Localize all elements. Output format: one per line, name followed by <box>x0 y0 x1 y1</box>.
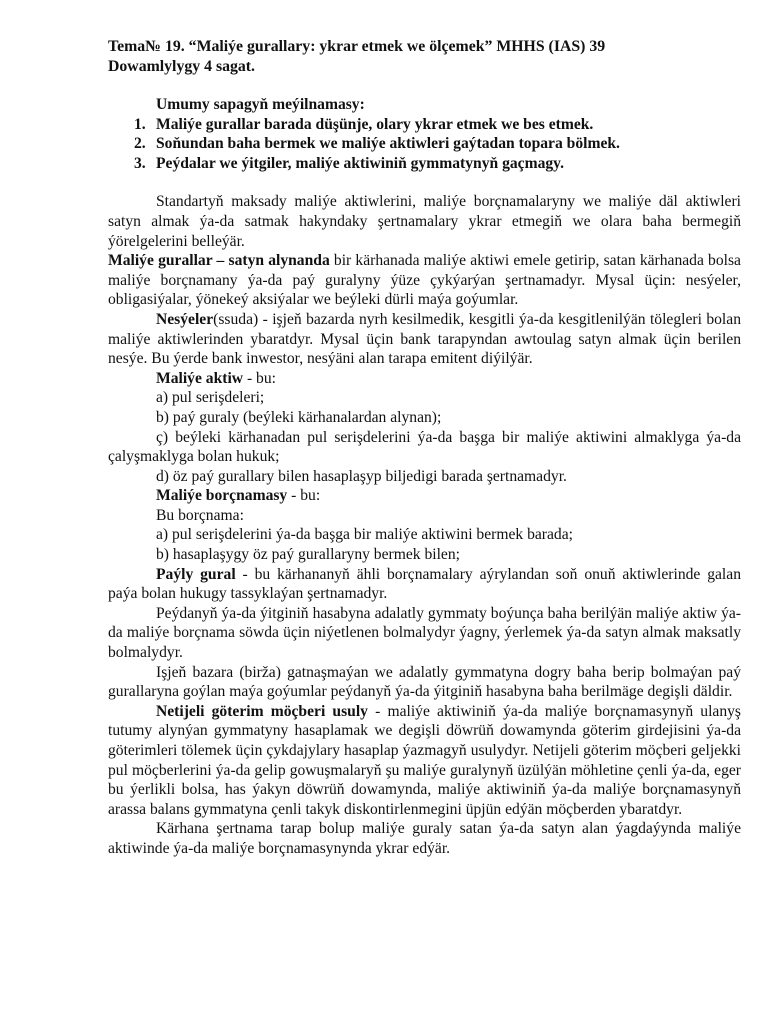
asset-item: b) paý guraly (beýleki kärhanalardan alynan); <box>156 408 442 426</box>
list-item <box>134 115 741 135</box>
paragraph-profit-loss: Peýdanyň ýa-da ýitginiň hasabyna adalatly gymmaty boýunça baha berilýän maliýe aktiw ýa-da maliýe borçnama söwda üçin niýetlenen bolmalydyr ýagny, ýerlemek ýa-da satyn almak maksatly bolmalydyr. <box>108 604 741 662</box>
definition-text: bir kärhanada maliýe aktiwi emele getirip, satan kärhanada bolsa maliýe borçnamany ýa-da paý guralyny ýüze çykýarýan şertnamadyr. Mysal üçin: nesýeler, obligasiýalar, ýönekeý aksiýalar we beýleki dürli maýa goýumlar. <box>108 252 741 309</box>
liability-item: a) pul serişdelerini ýa-da başga bir maliýe aktiwini bermek barada; <box>156 526 573 544</box>
document-content <box>108 37 741 859</box>
list-item-text: Maliýe gurallar barada düşünje, olary ykrar etmek we bes etmek. <box>156 115 594 133</box>
definition-term: Maliýe gurallar – satyn alynanda <box>108 252 330 270</box>
definition-suffix: - bu: <box>243 369 276 387</box>
lesson-plan <box>108 95 741 173</box>
liability-item: b) hasaplaşygy öz paý gurallaryny bermek bilen; <box>156 546 460 564</box>
asset-item: ç) beýleki kärhanadan pul serişdelerini ýa-da başga bir maliýe aktiwini almaklyga ýa-da çalyşmaklyga bolan hukuk; <box>108 428 741 466</box>
definition-suffix: - bu: <box>287 487 321 505</box>
definition-text: (ssuda) - işjeň bazarda nyrh kesilmedik, kesgitli ýa-da kesgitlenilýän tölegleri bolan maliýe aktiwlerinden ybaratdyr. Mysal üçin bank tarapyndan awtoulag satyn almak üçin berilen nesýe. Bu ýerde bank inwestor, nesýäni alan tarapa emitent diýilýär. <box>108 310 741 368</box>
lesson-plan-heading: Umumy sapagyň meýilnamasy: <box>156 96 365 113</box>
liability-intro: Bu borçnama: <box>156 506 244 524</box>
definition-loans <box>108 310 741 369</box>
asset-item: d) öz paý gurallary bilen hasaplaşyp biljedigi barada şertnamadyr. <box>156 467 567 485</box>
definition-financial-asset <box>108 369 741 389</box>
topic-title: Tema№ 19. “Maliýe gurallary: ykrar etmek we ölçemek” MHHS (IAS) 39 <box>108 38 606 55</box>
definition-term: Maliýe aktiw <box>156 369 244 387</box>
definition-term: Paýly gural <box>156 565 236 583</box>
list-item <box>134 154 741 174</box>
list-item <box>134 134 741 154</box>
list-item-number: 2. <box>134 135 146 153</box>
definition-text: - bu kärhananyň ähli borçnamalary aýrylandan soň onuň aktiwlerinde galan paýa bolan hukugy tassyklaýan şertnamadyr. <box>108 565 741 603</box>
paragraph-active-market: Işjeň bazara (birža) gatnaşmaýan we adalatly gymmatyna dogry baha berip bolmaýan paý gurallaryna goýlan maýa goýumlar peýdanyň ýa-da ýitginiň hasabyna baha berilmäge degişli däldir. <box>108 663 741 701</box>
list-item-number: 3. <box>134 154 146 172</box>
topic-header <box>108 37 741 77</box>
intro-paragraph: Standartyň maksady maliýe aktiwlerini, maliýe borçnamalaryny we maliýe däl aktiwleri satyn almak ýa-da satmak hakyndaky şertnamalary ykrar etmegiň we olara baha bermegiň ýörelgelerini belleýär. <box>108 193 741 250</box>
definition-effective-interest <box>108 702 741 820</box>
definition-financial-instruments <box>108 251 741 310</box>
list-item-text: Peýdalar we ýitgiler, maliýe aktiwiniň gymmatynyň gaçmagy. <box>156 154 565 172</box>
definition-term: Nesýeler <box>156 310 214 328</box>
definition-text: - maliýe aktiwiniň ýa-da maliýe borçnamasynyň ulanyş tutumy alynýan gymmatyny hasaplamak we degişli döwrüň dowamynda göterim girdejisini ýa-da göterimleri tölemek üçin çykdajylary hasaplap ýazmagyň usulydyr. Netijeli göterim möçberi geljekki pul möçberlerini ýa-da gelip gowuşmalaryň şu maliýe guralynyň üzülýän möhletine çenli ýa-da, eger bu ýerlikli bolsa, has ýakyn döwrüň dowamynda, maliýe aktiwiniň ýa-da maliýe borçnamasynyň arassa balans gymmatyna çenli takyk diskontirlenmegini üpjün edýän möçberden ybaratdyr. <box>108 702 742 818</box>
topic-duration: Dowamlylygy 4 sagat. <box>108 58 255 75</box>
asset-item: a) pul serişdeleri; <box>156 389 265 407</box>
definition-financial-liability <box>108 486 741 506</box>
list-item-number: 1. <box>134 115 146 133</box>
definition-term: Maliýe borçnamasy <box>156 487 288 505</box>
paragraph-recognition: Kärhana şertnama tarap bolup maliýe guraly satan ýa-da satyn alan ýagdaýynda maliýe aktiwinde ýa-da maliýe borçnamasynynda ykrar edýär. <box>108 820 741 857</box>
list-item-text: Soňundan baha bermek we maliýe aktiwleri gaýtadan topara bölmek. <box>156 135 620 153</box>
definition-equity-instrument <box>108 565 741 604</box>
definition-term: Netijeli göterim möçberi usuly <box>156 702 368 720</box>
lesson-plan-list <box>108 115 741 174</box>
